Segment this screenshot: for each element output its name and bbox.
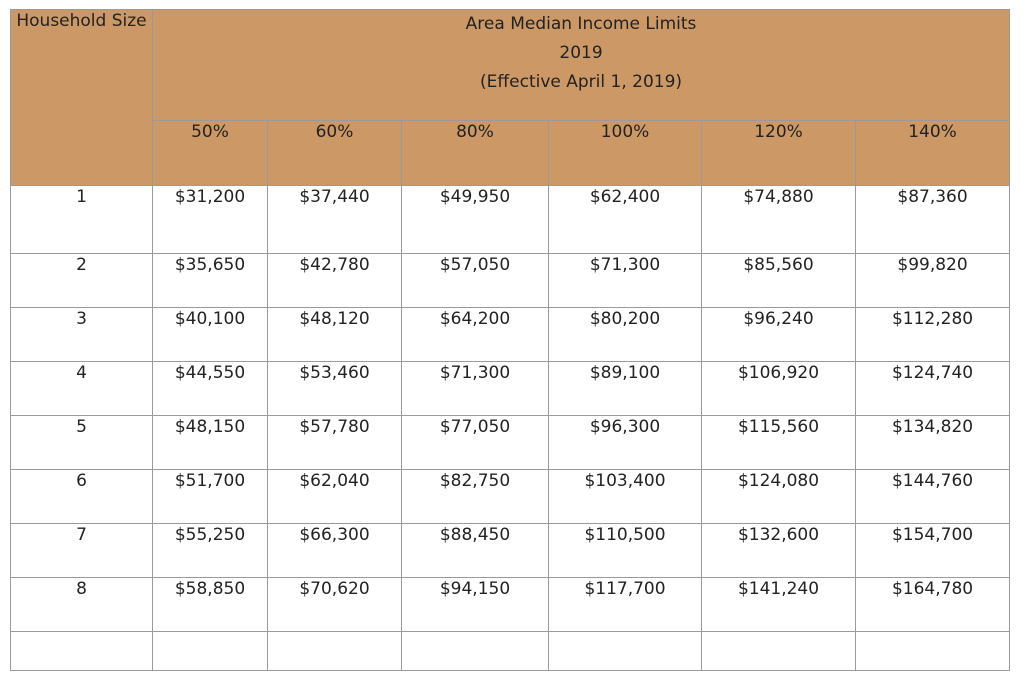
column-header-50: 50% (153, 120, 268, 185)
income-cell-50: $48,150 (153, 416, 268, 470)
empty-cell (549, 632, 702, 671)
empty-cell (856, 632, 1010, 671)
table-row (11, 416, 1010, 470)
table-title (153, 10, 1010, 121)
income-limits-table (10, 9, 1010, 671)
table-row (11, 254, 1010, 308)
income-cell-80: $57,050 (402, 254, 549, 308)
household-size-header (11, 10, 153, 186)
household-size-cell: 2 (11, 254, 153, 308)
table-row (11, 186, 1010, 254)
column-header-140: 140% (856, 120, 1010, 185)
household-size-cell: 1 (11, 186, 153, 254)
income-cell-140: $164,780 (856, 578, 1010, 632)
income-cell-50: $40,100 (153, 308, 268, 362)
table-row (11, 470, 1010, 524)
income-cell-100: $103,400 (549, 470, 702, 524)
income-cell-120: $96,240 (702, 308, 856, 362)
income-cell-50: $55,250 (153, 524, 268, 578)
empty-cell (402, 632, 549, 671)
income-cell-50: $35,650 (153, 254, 268, 308)
income-cell-80: $71,300 (402, 362, 549, 416)
column-header-100: 100% (549, 120, 702, 185)
income-cell-60: $48,120 (268, 308, 402, 362)
income-cell-60: $57,780 (268, 416, 402, 470)
income-cell-120: $85,560 (702, 254, 856, 308)
empty-cell (702, 632, 856, 671)
title-line-3: (Effective April 1, 2019) (480, 72, 683, 92)
column-header-60: 60% (268, 120, 402, 185)
household-size-cell: 6 (11, 470, 153, 524)
income-cell-140: $99,820 (856, 254, 1010, 308)
income-cell-60: $37,440 (268, 186, 402, 254)
income-cell-100: $71,300 (549, 254, 702, 308)
income-cell-80: $94,150 (402, 578, 549, 632)
income-cell-80: $64,200 (402, 308, 549, 362)
income-cell-60: $42,780 (268, 254, 402, 308)
column-header-80: 80% (402, 120, 549, 185)
title-line-1: Area Median Income Limits (465, 14, 697, 34)
table-row (11, 308, 1010, 362)
income-cell-120: $132,600 (702, 524, 856, 578)
title-line-2: 2019 (559, 43, 603, 63)
table-row (11, 362, 1010, 416)
income-cell-140: $87,360 (856, 186, 1010, 254)
table-row (11, 524, 1010, 578)
empty-cell (153, 632, 268, 671)
income-cell-100: $117,700 (549, 578, 702, 632)
income-cell-60: $70,620 (268, 578, 402, 632)
household-size-label: Household Size (16, 11, 147, 31)
income-cell-80: $49,950 (402, 186, 549, 254)
empty-table-row (11, 632, 1010, 671)
income-cell-120: $141,240 (702, 578, 856, 632)
income-cell-80: $88,450 (402, 524, 549, 578)
income-cell-60: $66,300 (268, 524, 402, 578)
household-size-cell: 4 (11, 362, 153, 416)
income-cell-140: $154,700 (856, 524, 1010, 578)
household-size-cell: 3 (11, 308, 153, 362)
household-size-cell: 7 (11, 524, 153, 578)
income-cell-120: $106,920 (702, 362, 856, 416)
income-cell-120: $74,880 (702, 186, 856, 254)
income-cell-120: $115,560 (702, 416, 856, 470)
income-cell-50: $51,700 (153, 470, 268, 524)
column-header-120: 120% (702, 120, 856, 185)
income-cell-100: $89,100 (549, 362, 702, 416)
income-cell-140: $144,760 (856, 470, 1010, 524)
income-cell-80: $77,050 (402, 416, 549, 470)
income-cell-100: $80,200 (549, 308, 702, 362)
income-cell-100: $110,500 (549, 524, 702, 578)
income-cell-100: $96,300 (549, 416, 702, 470)
income-cell-50: $44,550 (153, 362, 268, 416)
income-cell-140: $124,740 (856, 362, 1010, 416)
income-cell-50: $58,850 (153, 578, 268, 632)
household-size-cell: 5 (11, 416, 153, 470)
income-cell-80: $82,750 (402, 470, 549, 524)
income-cell-60: $53,460 (268, 362, 402, 416)
table-row (11, 578, 1010, 632)
income-cell-50: $31,200 (153, 186, 268, 254)
income-cell-60: $62,040 (268, 470, 402, 524)
income-cell-140: $134,820 (856, 416, 1010, 470)
income-cell-140: $112,280 (856, 308, 1010, 362)
empty-cell (11, 632, 153, 671)
income-cell-120: $124,080 (702, 470, 856, 524)
household-size-cell: 8 (11, 578, 153, 632)
income-cell-100: $62,400 (549, 186, 702, 254)
empty-cell (268, 632, 402, 671)
